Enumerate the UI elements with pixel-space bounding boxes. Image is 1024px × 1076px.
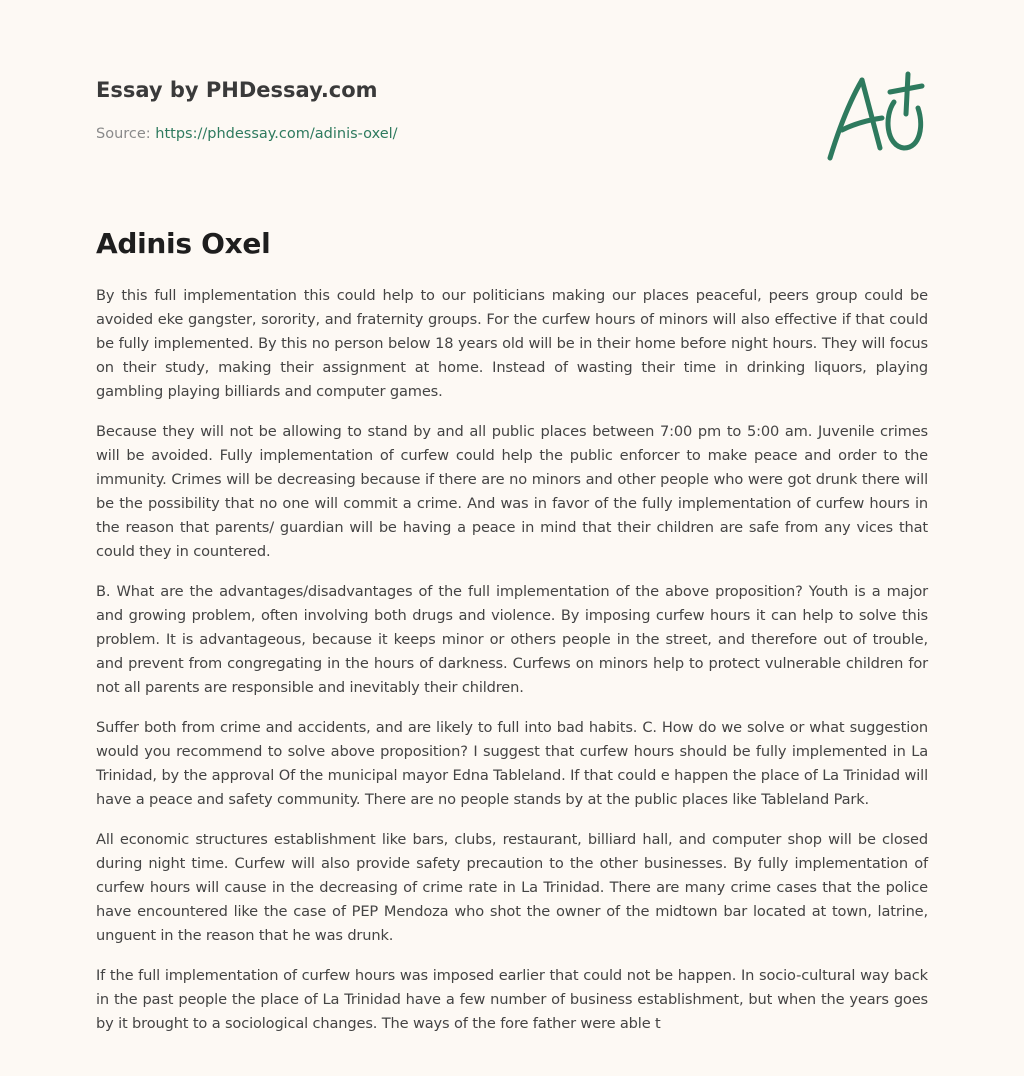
a-plus-logo-icon: [824, 68, 928, 164]
essay-paragraph: Suffer both from crime and accidents, and are likely to full into bad habits. C. How do we solve or what suggestion would you recommend to solve above proposition? I suggest that curfew hours should be fully implemented in La Trinidad, by the approval Of the municipal mayor Edna Tableland. If that could e happen the place of La Trinidad will have a peace and safety community. There are no people stands by at the public places like Tableland Park.: [96, 719, 928, 808]
essay-body: [96, 284, 928, 1052]
source-line: [96, 124, 928, 144]
essay-paragraph: All economic structures establishment like bars, clubs, restaurant, billiard hall, and computer shop will be closed during night time. Curfew will also provide safety precaution to the other businesses. By fully implementation of curfew hours will cause in the decreasing of crime rate in La Trinidad. There are many crime cases that the police have encountered like the case of PEP Mendoza who shot the owner of the midtown bar located at town, latrine, unguent in the reason that he was drunk.: [96, 831, 928, 944]
essay-header: [96, 76, 928, 144]
essay-paragraph: B. What are the advantages/disadvantages of the full implementation of the above proposition? Youth is a major and growing problem, often involving both drugs and violence. By imposing curfew hours it can help to solve this problem. It is advantageous, because it keeps minor or others people in the street, and therefore out of trouble, and prevent from congregating in the hours of darkness. Curfews on minors help to protect vulnerable children for not all parents are responsible and inevitably their children.: [96, 583, 928, 696]
source-link[interactable]: https://phdessay.com/adinis-oxel/: [155, 126, 398, 142]
essay-paragraph: If the full implementation of curfew hours was imposed earlier that could not be happen. In socio-cultural way back in the past people the place of La Trinidad have a few number of business establishment, but when the years goes by it brought to a sociological changes. The ways of the fore father were able t: [96, 967, 928, 1032]
essay-paragraph: Because they will not be allowing to stand by and all public places between 7:00 pm to 5:00 am. Juvenile crimes will be avoided. Fully implementation of curfew could help the public enforcer to make peace and order to the immunity. Crimes will be decreasing because if there are no minors and other people who were got drunk there will be the possibility that no one will commit a crime. And was in favor of the fully implementation of curfew hours in the reason that parents/ guardian will be having a peace in mind that their children are safe from any vices that could they in countered.: [96, 423, 928, 560]
essay-paragraph: By this full implementation this could help to our politicians making our places peaceful, peers group could be avoided eke gangster, sorority, and fraternity groups. For the curfew hours of minors will also effective if that could be fully implemented. By this no person below 18 years old will be in their home before night hours. They will focus on their study, making their assignment at home. Instead of wasting their time in drinking liquors, playing gambling playing billiards and computer games.: [96, 287, 928, 400]
essay-title: Adinis Oxel: [96, 227, 271, 260]
brand-title: Essay by PHDessay.com: [96, 78, 378, 102]
source-label: Source:: [96, 126, 156, 142]
